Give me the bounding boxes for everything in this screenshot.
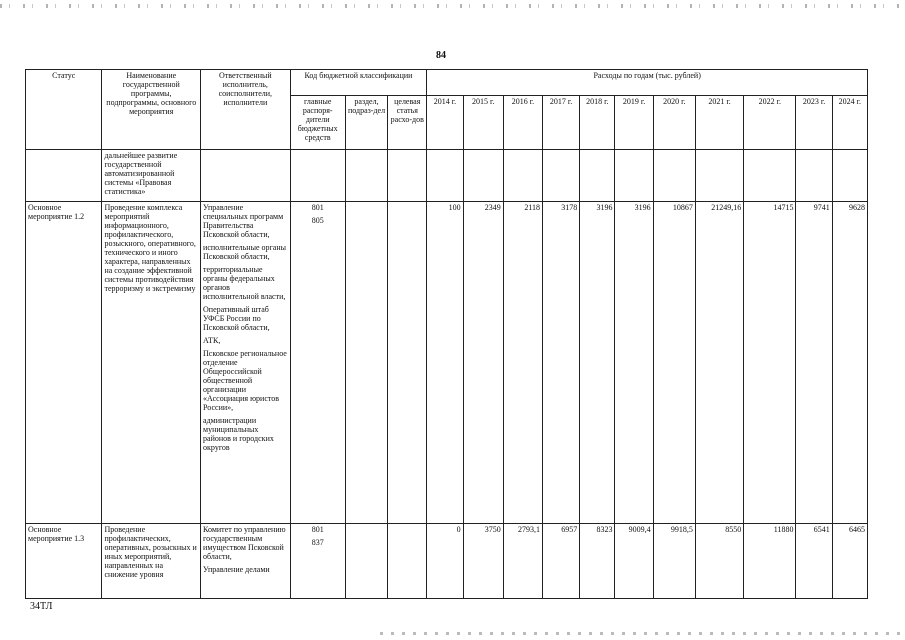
executor-item: АТК, [203, 336, 221, 345]
row-status: Основное мероприятие 1.3 [26, 524, 102, 599]
expense-value: 0 [427, 524, 463, 599]
expense-value: 14715 [744, 202, 796, 524]
header-expenses: Расходы по годам (тыс. рублей) [427, 70, 868, 96]
continuation-name: дальнейшее развитие государственной автоматизированной системы «Правовая статистика» [102, 150, 201, 202]
header-budget-code: Код бюджетной классификации [290, 70, 427, 96]
row-code-main [290, 524, 345, 599]
executor-item: Оперативный штаб УФСБ России по Псковской области, [203, 305, 270, 332]
expense-value: 9918,5 [653, 524, 695, 599]
row-name: Проведение профилактических, оперативных, розыскных и иных мероприятий, направленных на снижение уровня [102, 524, 201, 599]
page-number: 84 [436, 50, 446, 61]
row-executors [201, 524, 291, 599]
executor-item: территориальные органы федеральных органов исполнительной власти, [203, 265, 286, 301]
table-row-continuation [26, 150, 868, 202]
header-year: 2023 г. [796, 96, 832, 150]
scan-edge-bottom [380, 632, 905, 635]
expense-value: 9009,4 [615, 524, 653, 599]
expense-value: 11880 [744, 524, 796, 599]
expense-value: 9628 [832, 202, 867, 524]
header-year: 2021 г. [695, 96, 743, 150]
expense-value: 6465 [832, 524, 867, 599]
code-value: 801 [311, 525, 324, 534]
footer-code: 34ТЛ [30, 601, 53, 612]
header-code-section: раздел, подраз-дел [345, 96, 387, 150]
expense-value: 100 [427, 202, 463, 524]
header-executor: Ответственный исполнитель, соисполнители, исполнители [201, 70, 291, 150]
header-code-main: главные распоря-дители бюджетных средств [290, 96, 345, 150]
header-status: Статус [26, 70, 102, 150]
header-name: Наименование государственной программы, подпрограммы, основного мероприятия [102, 70, 201, 150]
row-executors [201, 202, 291, 524]
row-code-main [290, 202, 345, 524]
header-year: 2022 г. [744, 96, 796, 150]
expense-value: 6541 [796, 524, 832, 599]
row-status: Основное мероприятие 1.2 [26, 202, 102, 524]
table-row-measure-1-3 [26, 524, 868, 599]
row-name: Проведение комплекса мероприятий информационного, профилактического, розыскного, оперативного, технического и иного характера, направленных на создание эффективной системы противодействия терроризму и экстремизму [102, 202, 201, 524]
expense-value: 3196 [615, 202, 653, 524]
header-year: 2014 г. [427, 96, 463, 150]
header-year: 2018 г. [580, 96, 615, 150]
expense-value: 6957 [543, 524, 580, 599]
code-value: 801 [311, 203, 324, 212]
executor-item: исполнительные органы Псковской области, [203, 243, 286, 261]
expense-value: 9741 [796, 202, 832, 524]
budget-table [25, 69, 868, 599]
code-value: 837 [311, 538, 324, 547]
header-year: 2019 г. [615, 96, 653, 150]
expense-value: 3750 [463, 524, 503, 599]
expense-value: 2349 [463, 202, 503, 524]
table-row-measure-1-2 [26, 202, 868, 524]
expense-value: 10867 [653, 202, 695, 524]
executor-item: Управление делами [203, 565, 270, 574]
header-year: 2024 г. [832, 96, 867, 150]
code-value: 805 [311, 216, 324, 225]
expense-value: 21249,16 [695, 202, 743, 524]
expense-value: 2793,1 [503, 524, 542, 599]
expense-value: 3196 [580, 202, 615, 524]
header-year: 2017 г. [543, 96, 580, 150]
header-year: 2016 г. [503, 96, 542, 150]
scan-edge-top [0, 4, 905, 8]
executor-item: Комитет по управлению государственным имуществом Псковской области, [203, 525, 286, 561]
expense-value: 8550 [695, 524, 743, 599]
header-year: 2020 г. [653, 96, 695, 150]
executor-item: Управление специальных программ Правительства Псковской области, [203, 203, 284, 239]
expense-value: 2118 [503, 202, 542, 524]
executor-item: Псковское региональное отделение Общероссийской общественной организации «Ассоциация юристов России», [203, 349, 287, 412]
expense-value: 3178 [543, 202, 580, 524]
header-year: 2015 г. [463, 96, 503, 150]
header-code-target: целевая статья расхо-дов [388, 96, 427, 150]
executor-item: администрации муниципальных районов и городских округов [203, 416, 274, 452]
expense-value: 8323 [580, 524, 615, 599]
